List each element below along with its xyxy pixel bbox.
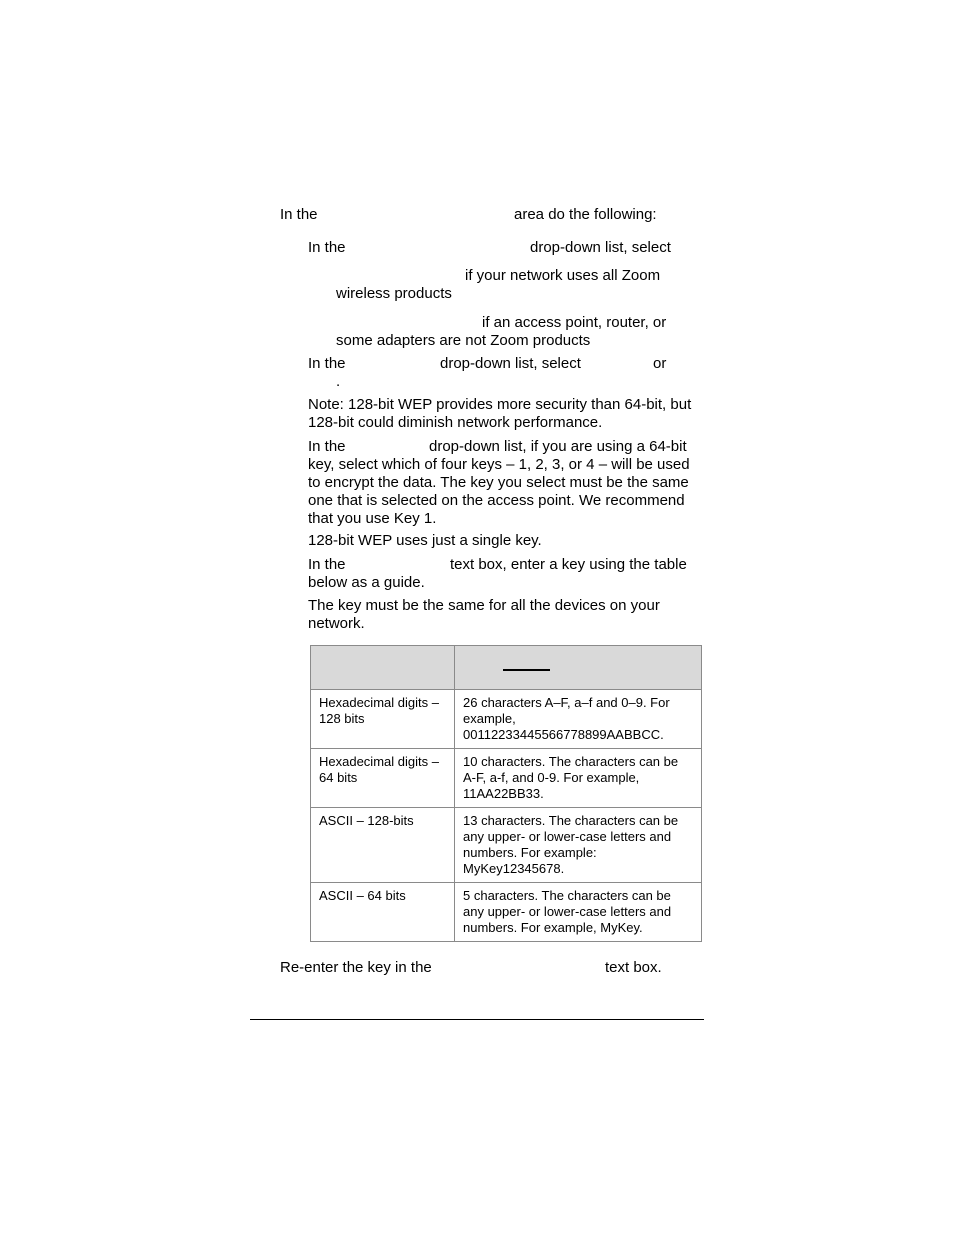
option-other-text-a: if an access point, router, or [482, 314, 667, 331]
substep-c-text-a: In the [308, 438, 346, 455]
step-intro-text-a: In the [280, 206, 318, 223]
substep-b-text-d: . [336, 373, 341, 390]
key-type-cell: Hexadecimal digits – 128 bits [311, 690, 455, 749]
key-type-cell: ASCII – 128-bits [311, 808, 455, 883]
substep-a-text-a: In the [308, 239, 346, 256]
substep-b-text-c: or [653, 355, 667, 372]
substep-d-text-a: In the [308, 556, 346, 573]
key-desc-cell: 5 characters. The characters can be any upper- or lower-case letters and numbers. For example, MyKey. [455, 883, 702, 942]
single-key-note: 128-bit WEP uses just a single key. [308, 532, 542, 549]
reenter-text-a: Re-enter the key in the [280, 959, 432, 976]
table-row [311, 690, 702, 749]
wep-note: Note: 128-bit WEP provides more security than 64-bit, but 128-bit could diminish network performance. [308, 396, 692, 431]
option-zoom-text-b: wireless products [336, 285, 452, 302]
table-row [311, 749, 702, 808]
step-intro-text-b: area do the following: [514, 206, 657, 223]
table-header-cell-1 [311, 646, 455, 690]
key-desc-cell: 26 characters A–F, a–f and 0–9. For example, 00112233445566778899AABBCC. [455, 690, 702, 749]
key-type-cell: ASCII – 64 bits [311, 883, 455, 942]
substep-b-text-a: In the [308, 355, 346, 372]
table-header-row [311, 646, 702, 690]
substep-b-text-b: drop-down list, select [440, 355, 581, 372]
footer-divider [250, 1019, 704, 1020]
substep-d-text-b: text box, enter a key using the table below as a guide. [308, 556, 687, 591]
option-zoom-text-a: if your network uses all Zoom [465, 267, 661, 284]
substep-a-text-b: drop-down list, select [530, 239, 671, 256]
substep-c-text-b: drop-down list, if you are using a 64-bit key, select which of four keys – 1, 2, 3, or 4 – will be used to encrypt the data. The key you select must be the same one that is selected on the access point. We recommend that you use Key 1. [308, 438, 690, 527]
same-key-note: The key must be the same for all the devices on your network. [308, 597, 660, 632]
table-row [311, 808, 702, 883]
key-format-table [310, 645, 702, 942]
table-row [311, 883, 702, 942]
key-type-cell: Hexadecimal digits – 64 bits [311, 749, 455, 808]
key-desc-cell: 13 characters. The characters can be any upper- or lower-case letters and numbers. For example: MyKey12345678. [455, 808, 702, 883]
table-header-cell-2 [455, 646, 702, 690]
reenter-text-b: text box. [605, 959, 662, 976]
key-desc-cell: 10 characters. The characters can be A-F, a-f, and 0-9. For example, 11AA22BB33. [455, 749, 702, 808]
option-other-text-b: some adapters are not Zoom products [336, 332, 591, 349]
header-underline [503, 669, 550, 671]
